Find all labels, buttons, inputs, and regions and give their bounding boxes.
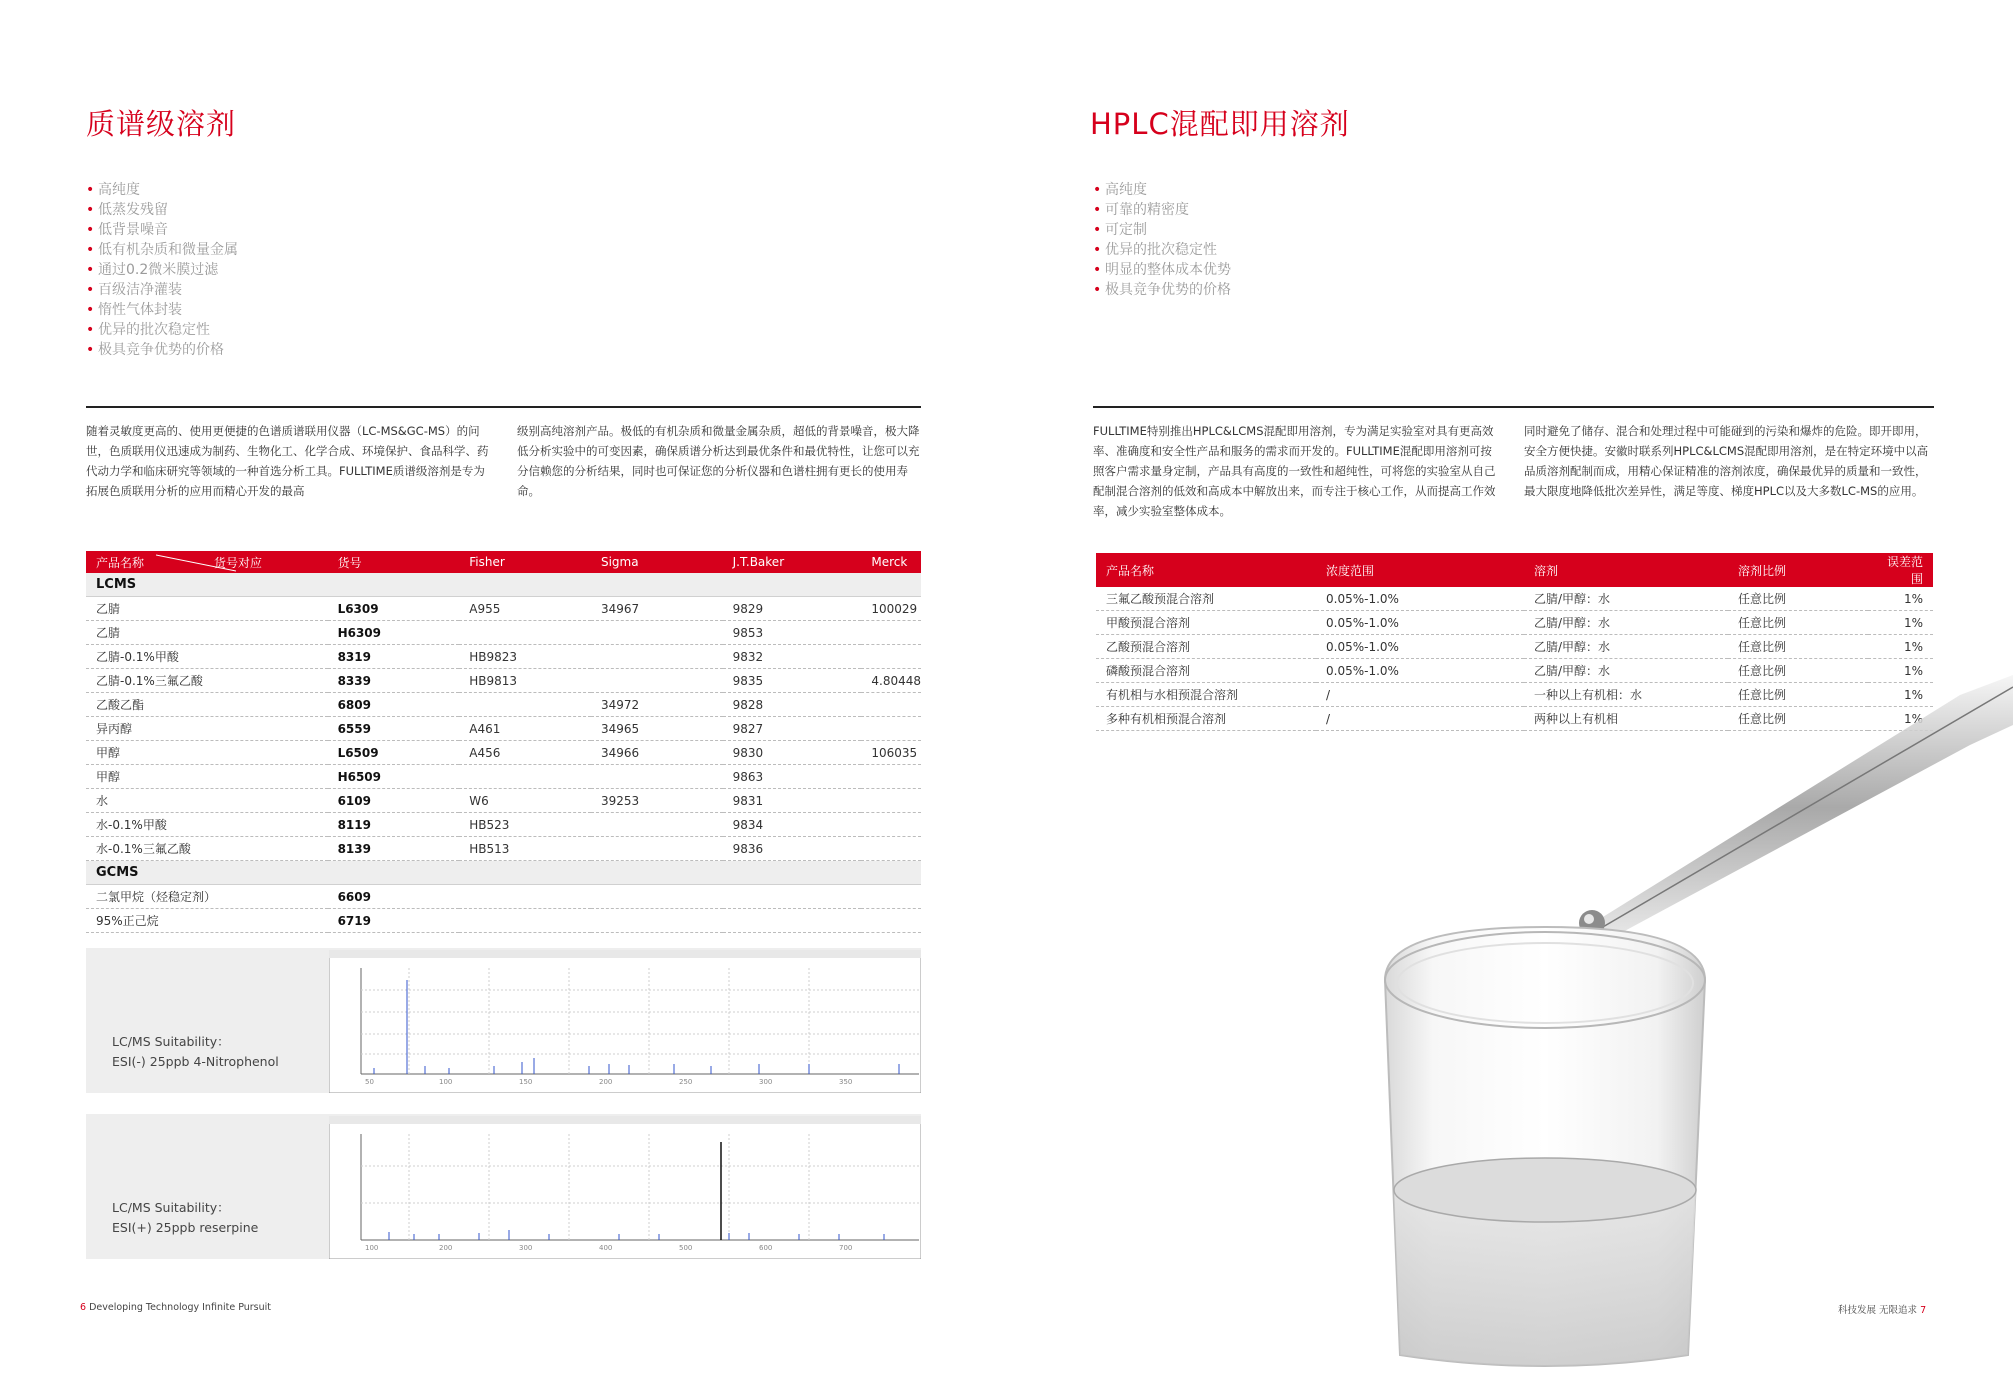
spectrum-1-label [112,1032,279,1072]
left-footer-text: Developing Technology Infinite Pursuit [89,1302,272,1313]
cell-concentration: / [1316,683,1524,707]
cell-code: 8319 [328,645,460,669]
th-fisher: Fisher [459,551,591,573]
table-row [86,693,921,717]
cell-solvent: 乙腈/甲醇：水 [1524,635,1728,659]
cell-ratio: 任意比例 [1728,611,1868,635]
th-tolerance: 误差范围 [1868,553,1933,587]
cell-merck [861,645,921,669]
left-feature-item: • 百级洁净灌装 [86,280,238,300]
cell-premix-name: 磷酸预混合溶剂 [1096,659,1316,683]
cell-tolerance: 1% [1868,635,1933,659]
spectrum-1-label-line1: LC/MS Suitability： [112,1034,230,1049]
cell-code: 6109 [328,789,460,813]
table-row [86,717,921,741]
left-feature-item: • 低背景噪音 [86,220,238,240]
cell-sigma: 34966 [591,741,723,765]
cell-fisher: HB9823 [459,645,591,669]
cell-code: 6559 [328,717,460,741]
cell-jtbaker: 9834 [723,813,862,837]
cell-solvent: 一种以上有机相：水 [1524,683,1728,707]
left-page-number: 6 [80,1302,87,1313]
cell-concentration: 0.05%-1.0% [1316,611,1524,635]
cell-fisher [459,909,591,933]
th-product-name [86,551,328,573]
svg-text:150: 150 [519,1078,533,1086]
left-feature-item: • 通过0.2微米膜过滤 [86,260,238,280]
table-row [86,741,921,765]
cell-product-name: 乙腈 [86,597,328,621]
cell-fisher [459,693,591,717]
cell-fisher [459,621,591,645]
cell-sigma [591,765,723,789]
cell-sigma: 34967 [591,597,723,621]
cell-sigma [591,885,723,909]
table-row [86,765,921,789]
spectrum-2-label-line1: LC/MS Suitability： [112,1200,230,1215]
left-intro-col2: 级别高纯溶剂产品。极低的有机杂质和微量金属杂质，超低的背景噪音，极大降低分析实验中的可变因素，确保质谱分析达到最优条件和最优特性，让您可以充分信赖您的分析结果，同时也可保证您的分析仪器和色谱柱拥有更长的使用寿命。 [517,424,920,498]
cell-code: 8139 [328,837,460,861]
left-page-title: 质谱级溶剂 [86,107,237,141]
right-intro-col2: 同时避免了储存、混合和处理过程中可能碰到的污染和爆炸的危险。即开即用，安全方便快捷。安徽时联系列HPLC&LCMS混配即用溶剂，是在特定环境中以高品质溶剂配制而成，用精心保证精准的溶剂浓度，确保最优异的质量和一致性，最大限度地降低批次差异性，满足等度、梯度HPLC以及大多数LC-MS的应用。 [1524,424,1929,498]
cell-product-name: 乙腈 [86,621,328,645]
left-feature-item: • 高纯度 [86,180,238,200]
cell-ratio: 任意比例 [1728,587,1868,611]
spectrum-2-image [329,1116,921,1259]
svg-text:200: 200 [439,1244,453,1252]
th-code: 货号 [328,551,460,573]
cell-sigma [591,621,723,645]
cell-concentration: / [1316,707,1524,731]
svg-text:300: 300 [519,1244,533,1252]
cell-merck [861,837,921,861]
cell-merck [861,693,921,717]
cell-premix-name: 有机相与水相预混合溶剂 [1096,683,1316,707]
cell-premix-name: 三氟乙酸预混合溶剂 [1096,587,1316,611]
cell-product-name: 二氯甲烷（烃稳定剂） [86,885,328,909]
table-row [86,813,921,837]
left-feature-item: • 惰性气体封装 [86,300,238,320]
cell-merck [861,717,921,741]
cell-sigma [591,645,723,669]
table-row [1096,611,1933,635]
right-intro-col1: FULLTIME特别推出HPLC&LCMS混配即用溶剂，专为满足实验室对具有更高效率、准确度和安全性产品和服务的需求而开发的。FULLTIME混配即用溶剂可按照客户需求量身定制，产品具有高度的一致性和超纯性，可将您的实验室从自己配制混合溶剂的低效和高成本中解放出来，而专注于核心工作，从而提高工作效率，减少实验室整体成本。 [1093,424,1496,518]
cell-code: 6609 [328,885,460,909]
cell-product-name: 水 [86,789,328,813]
th-jtbaker: J.T.Baker [723,551,862,573]
cell-code: L6309 [328,597,460,621]
spectrum-2-label [112,1198,258,1238]
cell-merck [861,909,921,933]
svg-text:300: 300 [759,1078,773,1086]
cell-fisher: HB513 [459,837,591,861]
cell-jtbaker: 9853 [723,621,862,645]
cell-fisher: A461 [459,717,591,741]
svg-text:200: 200 [599,1078,613,1086]
right-feature-item: • 优异的批次稳定性 [1093,240,1231,260]
svg-text:350: 350 [839,1078,853,1086]
left-product-table [86,551,921,933]
cell-jtbaker: 9830 [723,741,862,765]
th-sigma: Sigma [591,551,723,573]
cell-tolerance: 1% [1868,611,1933,635]
table-group-label: LCMS [86,573,921,597]
right-footer-text: 科技发展 无限追求 [1838,1305,1918,1316]
right-divider [1093,406,1934,408]
right-feature-item: • 明显的整体成本优势 [1093,260,1231,280]
right-feature-item: • 可定制 [1093,220,1231,240]
svg-text:250: 250 [679,1078,693,1086]
table-group-row [86,861,921,885]
cell-product-name: 乙腈-0.1%甲酸 [86,645,328,669]
cell-premix-name: 甲酸预混合溶剂 [1096,611,1316,635]
left-product-table-wrap [86,551,921,933]
cell-tolerance: 1% [1868,707,1933,731]
cell-jtbaker: 9827 [723,717,862,741]
svg-text:400: 400 [599,1244,613,1252]
th-ratio: 溶剂比例 [1728,553,1868,587]
cell-code: L6509 [328,741,460,765]
table-row [86,669,921,693]
cell-fisher: A456 [459,741,591,765]
glass-pipette-illustration [1370,665,2013,1375]
cell-product-name: 水-0.1%甲酸 [86,813,328,837]
cell-merck [861,621,921,645]
cell-merck: 100029 [861,597,921,621]
cell-premix-name: 乙酸预混合溶剂 [1096,635,1316,659]
spectrum-1-image [329,950,921,1093]
cell-ratio: 任意比例 [1728,707,1868,731]
cell-merck [861,765,921,789]
left-feature-item: • 低有机杂质和微量金属 [86,240,238,260]
th-code-map: 货号对应 [214,556,263,570]
right-footer [1838,1302,1926,1316]
cell-concentration: 0.05%-1.0% [1316,635,1524,659]
cell-merck [861,813,921,837]
table-row [86,597,921,621]
cell-concentration: 0.05%-1.0% [1316,659,1524,683]
cell-code: 8339 [328,669,460,693]
spectrum-panel-2 [86,1114,921,1259]
cell-merck: 4.80448 [861,669,921,693]
cell-code: H6309 [328,621,460,645]
left-feature-item: • 低蒸发残留 [86,200,238,220]
left-intro-col1: 随着灵敏度更高的、使用更便捷的色谱质谱联用仪器（LC-MS&GC-MS）的问世，色质联用仪迅速成为制药、生物化工、化学合成、环境保护、食品科学、药代动力学和临床研究等领域的一种首选分析工具。FULLTIME质谱级溶剂是专为拓展色质联用分析的应用而精心开发的最高 [86,424,489,498]
th-concentration: 浓度范围 [1316,553,1524,587]
table-row [86,789,921,813]
svg-text:500: 500 [679,1244,693,1252]
cell-tolerance: 1% [1868,587,1933,611]
cell-fisher: HB523 [459,813,591,837]
table-row [86,837,921,861]
th-product-name-label: 产品名称 [96,555,145,570]
cell-concentration: 0.05%-1.0% [1316,587,1524,611]
spectrum-1-label-line2: ESI(-) 25ppb 4-Nitrophenol [112,1054,279,1069]
cell-solvent: 乙腈/甲醇：水 [1524,587,1728,611]
cell-jtbaker: 9832 [723,645,862,669]
cell-code: 6809 [328,693,460,717]
cell-code: 8119 [328,813,460,837]
right-feature-item: • 高纯度 [1093,180,1231,200]
th-solvent: 溶剂 [1524,553,1728,587]
cell-fisher: HB9813 [459,669,591,693]
right-page-title: HPLC混配即用溶剂 [1090,107,1350,141]
svg-text:600: 600 [759,1244,773,1252]
cell-sigma [591,813,723,837]
svg-text:700: 700 [839,1244,853,1252]
cell-tolerance: 1% [1868,659,1933,683]
spectrum-2-label-line2: ESI(+) 25ppb reserpine [112,1220,259,1235]
cell-product-name: 水-0.1%三氟乙酸 [86,837,328,861]
cell-merck [861,885,921,909]
right-feature-item: • 可靠的精密度 [1093,200,1231,220]
table-group-label: GCMS [86,861,921,885]
cell-jtbaker: 9863 [723,765,862,789]
svg-text:50: 50 [365,1078,374,1086]
cell-fisher [459,765,591,789]
cell-product-name: 乙腈-0.1%三氟乙酸 [86,669,328,693]
table-row [1096,587,1933,611]
cell-jtbaker [723,909,862,933]
cell-sigma [591,837,723,861]
cell-jtbaker: 9828 [723,693,862,717]
cell-ratio: 任意比例 [1728,635,1868,659]
cell-product-name: 甲醇 [86,765,328,789]
cell-sigma: 34965 [591,717,723,741]
cell-merck [861,789,921,813]
left-feature-item: • 极具竞争优势的价格 [86,340,238,360]
cell-jtbaker: 9835 [723,669,862,693]
right-feature-list [1093,180,1231,300]
svg-text:100: 100 [365,1244,379,1252]
cell-product-name: 异丙醇 [86,717,328,741]
table-row [86,885,921,909]
left-footer [80,1302,271,1313]
cell-jtbaker: 9836 [723,837,862,861]
th-premix-name: 产品名称 [1096,553,1316,587]
cell-solvent: 两种以上有机相 [1524,707,1728,731]
left-feature-list [86,180,238,360]
cell-jtbaker [723,885,862,909]
table-row [1096,635,1933,659]
th-merck: Merck [861,551,921,573]
table-row [86,645,921,669]
cell-premix-name: 多种有机相预混合溶剂 [1096,707,1316,731]
cell-fisher [459,885,591,909]
cell-jtbaker: 9831 [723,789,862,813]
svg-text:100: 100 [439,1078,453,1086]
cell-solvent: 乙腈/甲醇：水 [1524,611,1728,635]
right-page-number: 7 [1920,1305,1927,1316]
cell-product-name: 乙酸乙酯 [86,693,328,717]
cell-solvent: 乙腈/甲醇：水 [1524,659,1728,683]
right-feature-item: • 极具竞争优势的价格 [1093,280,1231,300]
cell-jtbaker: 9829 [723,597,862,621]
cell-product-name: 95%正己烷 [86,909,328,933]
cell-ratio: 任意比例 [1728,659,1868,683]
table-row [86,621,921,645]
table-group-row [86,573,921,597]
cell-merck: 106035 [861,741,921,765]
cell-fisher: W6 [459,789,591,813]
table-row [86,909,921,933]
cell-sigma: 34972 [591,693,723,717]
cell-sigma [591,669,723,693]
cell-code: 6719 [328,909,460,933]
cell-ratio: 任意比例 [1728,683,1868,707]
left-feature-item: • 优异的批次稳定性 [86,320,238,340]
cell-tolerance: 1% [1868,683,1933,707]
cell-product-name: 甲醇 [86,741,328,765]
spectrum-panel-1 [86,948,921,1093]
cell-sigma: 39253 [591,789,723,813]
cell-fisher: A955 [459,597,591,621]
left-divider [86,406,921,408]
cell-code: H6509 [328,765,460,789]
cell-sigma [591,909,723,933]
